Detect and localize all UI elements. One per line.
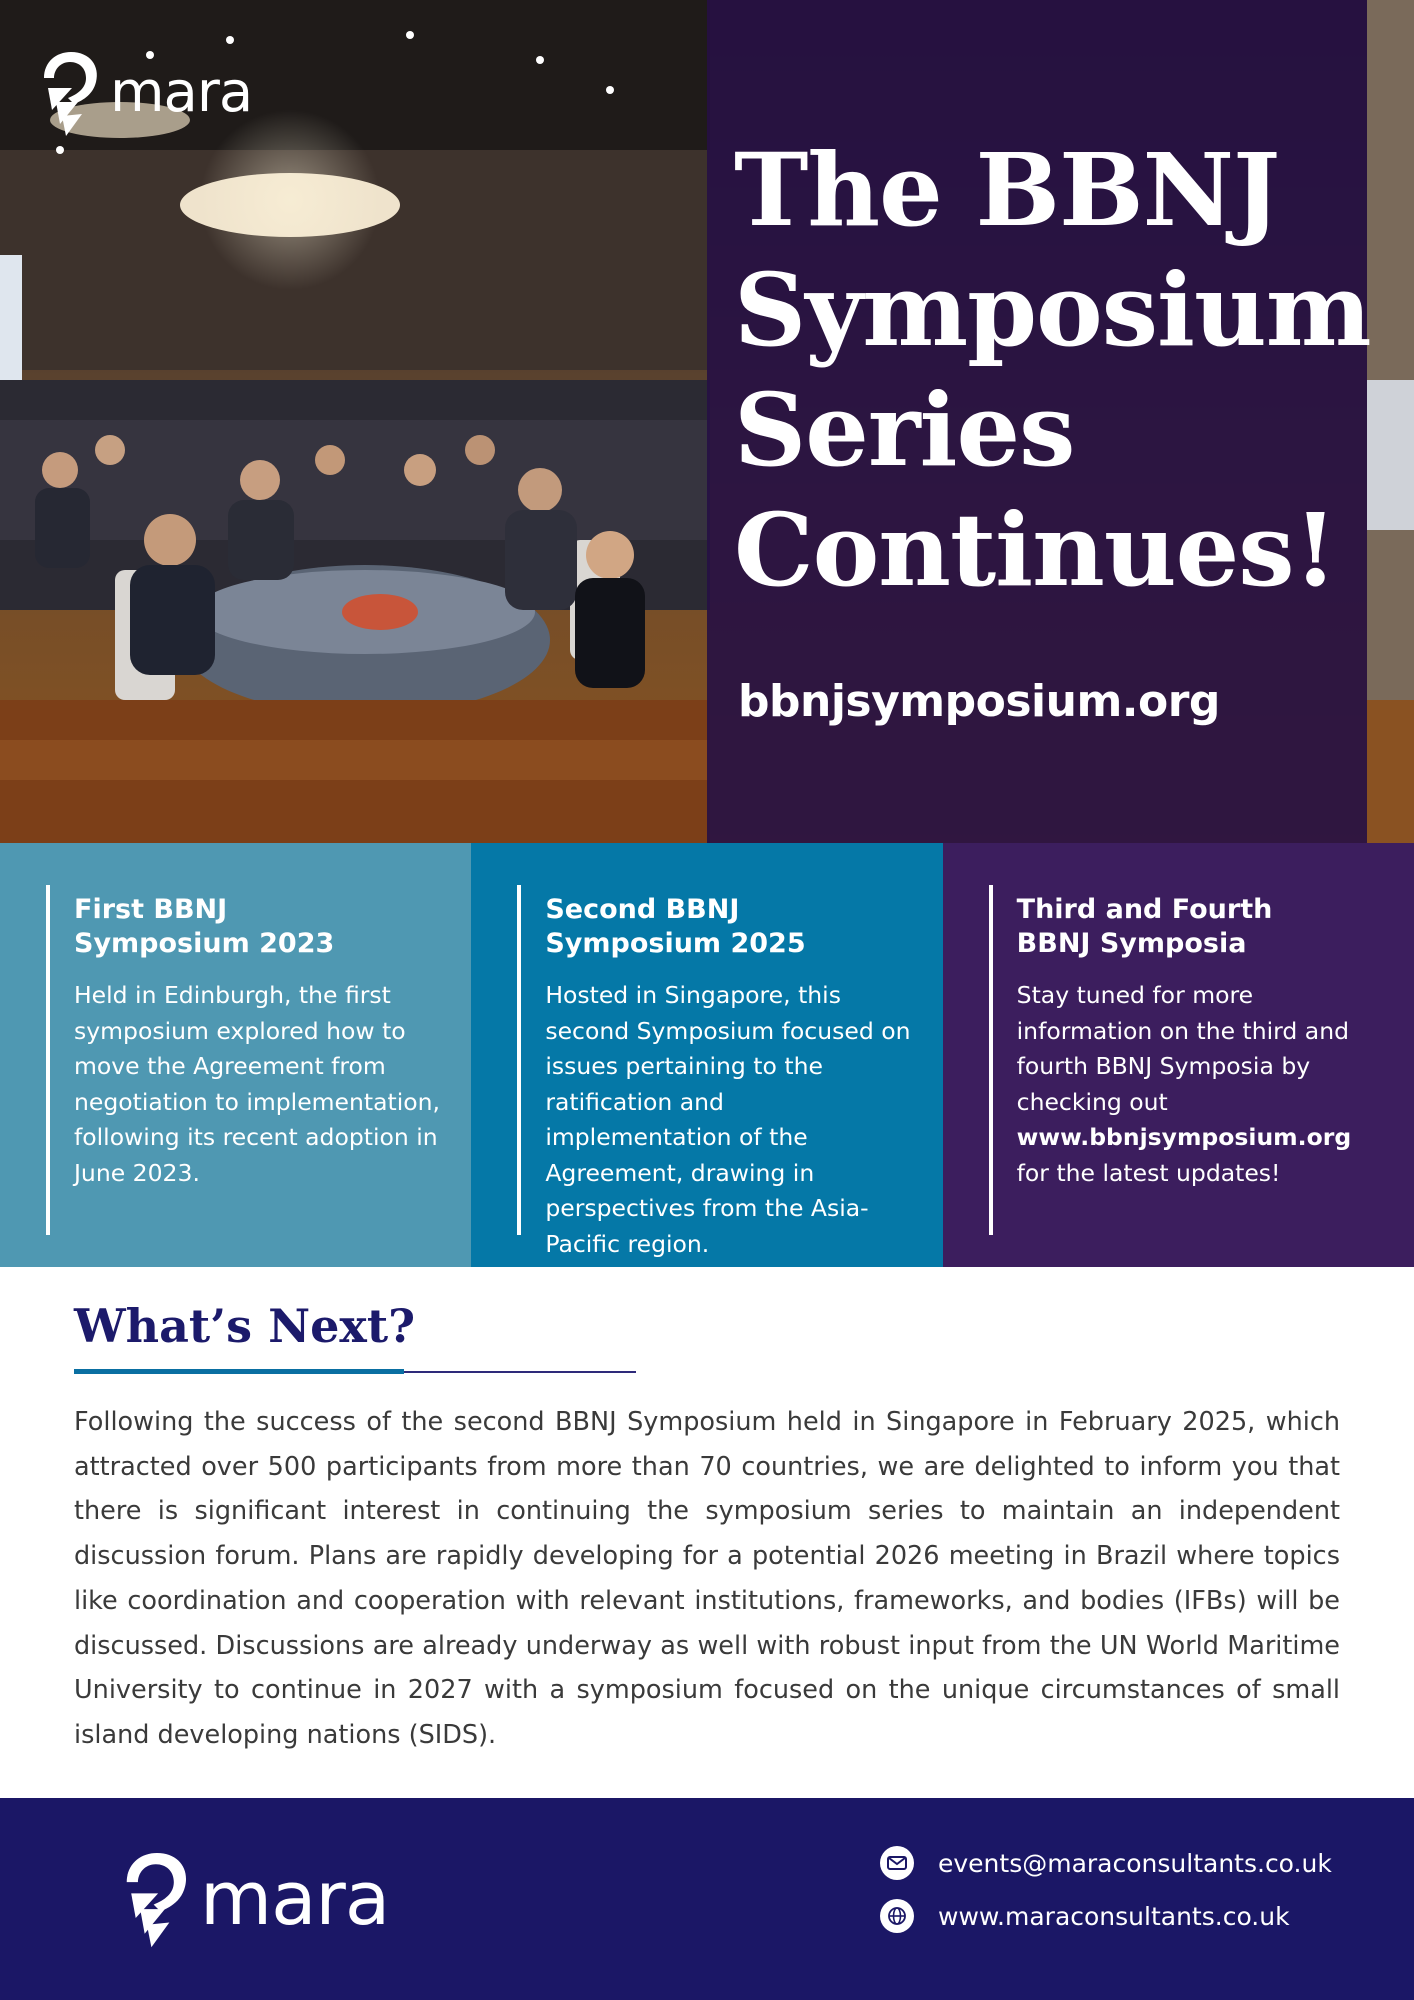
envelope-icon — [880, 1846, 914, 1880]
mara-logo-icon — [120, 1848, 194, 1950]
card-title — [1017, 893, 1377, 961]
card-body: Held in Edinburgh, the first symposium explored how to move the Agreement from negotiation to implementation, following its recent adoption in June 2023. — [74, 981, 441, 1187]
hero-title-line: Series — [734, 371, 1075, 489]
card-title-line: Second BBNJ — [545, 894, 740, 925]
card-divider — [989, 885, 993, 1235]
hero-website-link[interactable]: bbnjsymposium.org — [738, 676, 1220, 727]
mara-logo-icon — [38, 48, 104, 138]
mara-logo-text: mara — [200, 1856, 390, 1942]
card-divider — [517, 885, 521, 1235]
whats-next-body: Following the success of the second BBNJ Symposium held in Singapore in February 2025, which attracted over 500 participants from more than 70 countries, we are delighted to inform you that there is significant interest in continuing the symposium series to maintain an independent discussion forum. Plans are rapidly developing for a potential 2026 meeting in Brazil where topics like coordination and cooperation with relevant institutions, frameworks, and bodies (IFBs) will be discussed. Discussions are already underway as well with robust input from the UN World Maritime University to continue in 2027 with a symposium focused on the unique circumstances of small island developing nations (SIDS). — [74, 1407, 1340, 1750]
symposia-columns — [0, 843, 1414, 1267]
hero-title-line: Symposium — [734, 251, 1371, 369]
mara-logo-text: mara — [110, 60, 253, 125]
hero-title — [734, 130, 1374, 610]
card-body — [1017, 978, 1389, 1191]
card-title-line: Symposium 2023 — [74, 928, 335, 959]
card-body: Hosted in Singapore, this second Symposium focused on issues pertaining to the ratification and implementation of the Agreement, drawing in perspectives from the Asia-Pacific region. — [545, 981, 911, 1258]
card-body-text: for the latest updates! — [1016, 1158, 1281, 1187]
third-fourth-symposia-card — [943, 843, 1414, 1267]
website-address[interactable]: www.maraconsultants.co.uk — [938, 1901, 1290, 1931]
email-address[interactable]: events@maraconsultants.co.uk — [938, 1848, 1332, 1878]
card-title-line: BBNJ Symposia — [1016, 928, 1247, 959]
card-title — [545, 893, 905, 961]
mara-logo-footer — [120, 1848, 389, 1950]
card-title-line: Symposium 2025 — [545, 928, 806, 959]
contact-email[interactable] — [880, 1846, 1332, 1880]
first-symposium-card — [0, 843, 471, 1267]
hero-section — [0, 0, 1414, 843]
card-title — [74, 893, 434, 961]
whats-next-heading: What’s Next? — [74, 1299, 416, 1353]
footer — [0, 1798, 1414, 2000]
card-divider — [46, 885, 50, 1235]
card-body-text: Stay tuned for more information on the third and fourth BBNJ Symposia by checking out — [1016, 981, 1350, 1116]
contact-website[interactable] — [880, 1899, 1290, 1933]
globe-icon — [880, 1899, 914, 1933]
mara-logo-top — [38, 48, 252, 138]
symposium-website-link[interactable]: www.bbnjsymposium.org — [1016, 1123, 1352, 1151]
second-symposium-card — [471, 843, 942, 1267]
card-title-line: First BBNJ — [74, 894, 228, 925]
hero-title-line: The BBNJ — [734, 131, 1280, 249]
hero-title-line: Continues! — [734, 491, 1337, 609]
card-title-line: Third and Fourth — [1016, 894, 1273, 925]
heading-underline-accent — [74, 1369, 404, 1374]
